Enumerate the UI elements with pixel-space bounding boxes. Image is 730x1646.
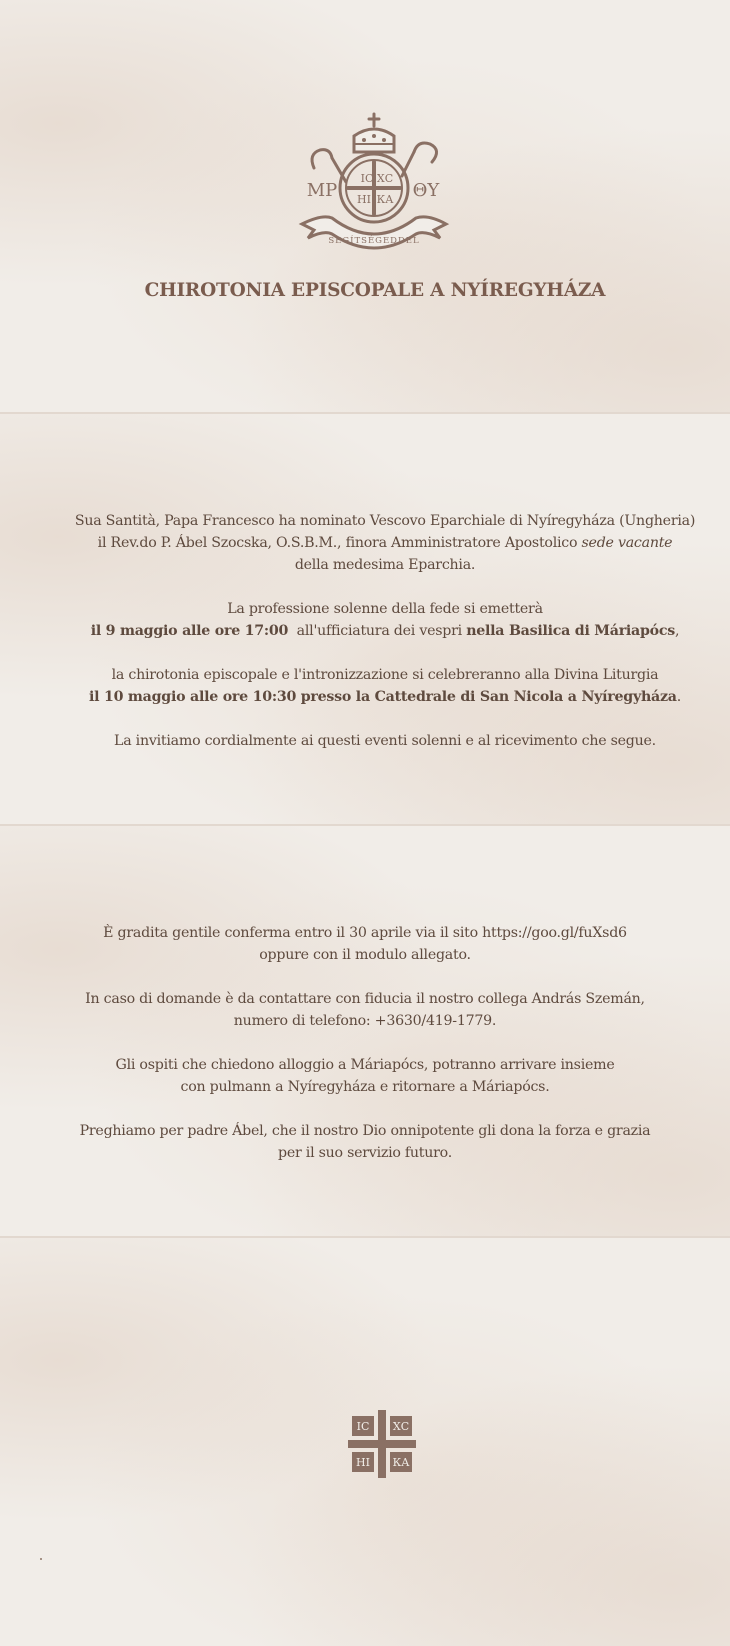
text-line: numero di telefono: +3630/419-1779. bbox=[233, 1013, 497, 1029]
text-line: la chirotonia episcopale e l'intronizzazione si celebreranno alla Divina Liturgia bbox=[111, 667, 659, 683]
prayer-paragraph bbox=[0, 1120, 730, 1164]
emblem-ic: ІС bbox=[360, 172, 374, 185]
text-line: oppure con il modulo allegato. bbox=[259, 947, 471, 963]
announcement-text bbox=[20, 510, 730, 774]
date-place-bold: il 10 maggio alle ore 10:30 presso la Cattedrale di San Nicola a Nyíregyháza bbox=[89, 689, 677, 705]
accommodation-paragraph bbox=[0, 1054, 730, 1098]
emblem-ka: КА bbox=[376, 193, 394, 206]
text-span: il Rev.do P. Ábel Szocska, O.S.B.M., finora Amministratore Apostolico bbox=[97, 535, 582, 551]
date-bold: il 9 maggio alle ore 17:00 bbox=[90, 623, 289, 639]
rsvp-paragraph bbox=[0, 922, 730, 966]
header-panel bbox=[0, 0, 730, 412]
text-line: In caso di domande è da contattare con fiducia il nostro collega András Szemán, bbox=[85, 991, 645, 1007]
italic-phrase: sede vacante bbox=[581, 535, 673, 551]
page-title: CHIROTONIA EPISCOPALE A NYÍREGYHÁZA bbox=[144, 280, 606, 301]
text-line: È gradita gentile conferma entro il 30 aprile via il sito https://goo.gl/fuXsd6 bbox=[103, 925, 627, 941]
text-line: La professione solenne della fede si emetterà bbox=[227, 601, 543, 617]
cross-ka: КА bbox=[392, 1456, 410, 1469]
emblem-xc: ХС bbox=[376, 172, 394, 185]
cross-ni: НІ bbox=[356, 1456, 370, 1469]
paper-speck bbox=[40, 1558, 42, 1560]
text-span: all'ufficiatura dei vespri bbox=[288, 623, 467, 639]
details-text bbox=[0, 922, 730, 1186]
text-line bbox=[20, 686, 730, 708]
chirotonia-paragraph bbox=[20, 664, 730, 708]
profession-paragraph bbox=[20, 598, 730, 642]
ic-xc-nika-cross-icon bbox=[348, 1410, 416, 1478]
emblem-mp: МР bbox=[306, 180, 338, 201]
text-line bbox=[20, 620, 730, 642]
text-line: con pulmann a Nyíregyháza e ritornare a Máriapócs. bbox=[180, 1079, 550, 1095]
invitation-paragraph bbox=[20, 730, 730, 752]
text-line: Sua Santità, Papa Francesco ha nominato Vescovo Eparchiale di Nyíregyháza (Ungheria) bbox=[74, 513, 696, 529]
text-span: . bbox=[676, 689, 681, 705]
emblem-ou: ΘΥ bbox=[412, 180, 440, 201]
nomination-paragraph bbox=[20, 510, 730, 576]
cross-ic: ІС bbox=[356, 1420, 370, 1433]
text-line: per il suo servizio futuro. bbox=[278, 1145, 452, 1161]
place-bold: nella Basilica di Máriapócs bbox=[466, 623, 676, 639]
eparchy-coat-of-arms bbox=[292, 110, 456, 270]
text-line: della medesima Eparchia. bbox=[294, 557, 476, 573]
contact-paragraph bbox=[0, 988, 730, 1032]
text-line bbox=[20, 532, 730, 554]
emblem-motto: SEGÍTSÉGEDDEL bbox=[328, 236, 420, 246]
cross-xc: ХС bbox=[392, 1420, 410, 1433]
text-line: Preghiamo per padre Ábel, che il nostro Dio onnipotente gli dona la forza e grazia bbox=[79, 1123, 651, 1139]
text-line: La invitiamo cordialmente ai questi eventi solenni e al ricevimento che segue. bbox=[114, 733, 656, 749]
text-line: Gli ospiti che chiedono alloggio a Máriapócs, potranno arrivare insieme bbox=[115, 1057, 615, 1073]
emblem-ni: НІ bbox=[357, 193, 371, 206]
text-span: , bbox=[675, 623, 680, 639]
